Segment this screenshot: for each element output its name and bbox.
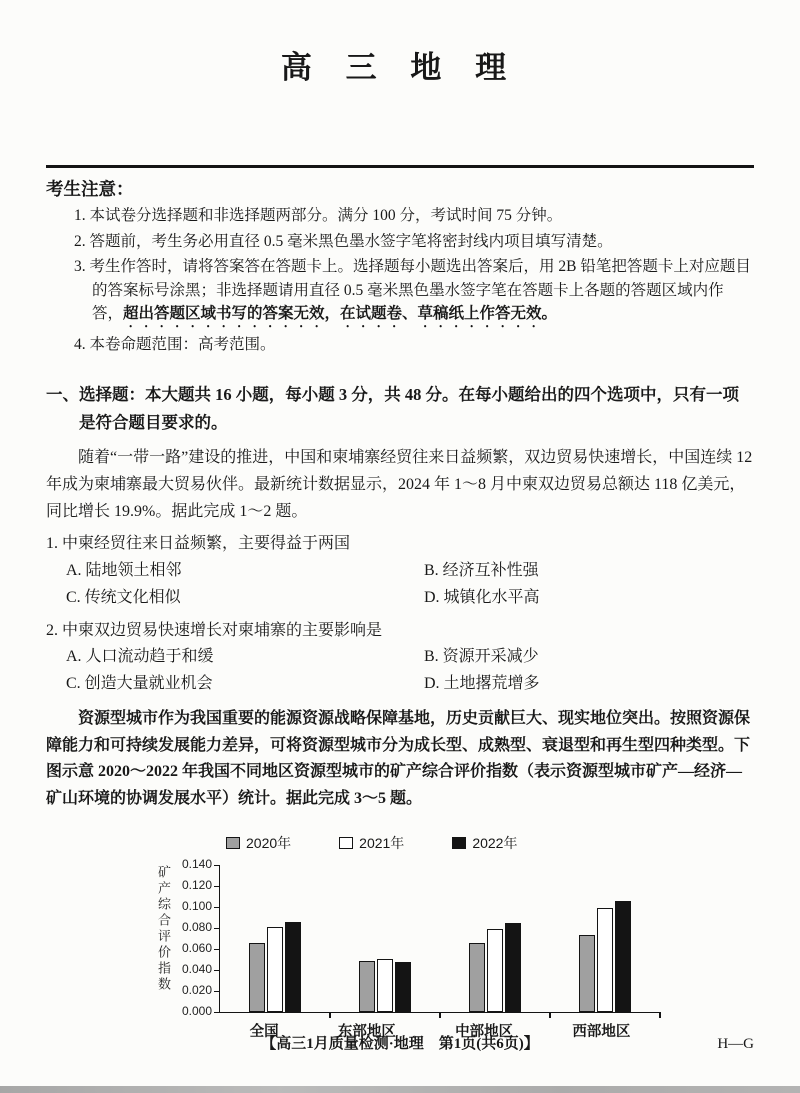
notice-item-2: 2. 答题前，考生务必用直径 0.5 毫米黑色墨水签字笔将密封线内项目填写清楚。: [74, 232, 613, 250]
bar-2022年-中部地区: [505, 923, 521, 1012]
notice-section: [46, 165, 754, 357]
question-2-stem: 2. 中柬双边贸易快速增长对柬埔寨的主要影响是: [46, 621, 383, 639]
legend-label: 2022年: [472, 835, 518, 852]
question-2-option-b: B. 资源开采减少: [424, 647, 539, 665]
y-tick-label: 0.100: [181, 899, 212, 914]
y-tick-label: 0.060: [181, 941, 212, 956]
y-tick-label: 0.120: [181, 878, 212, 893]
y-tick-label: 0.000: [181, 1004, 212, 1019]
y-tick-mark: [214, 1012, 220, 1014]
x-category-label: 东部地区: [337, 1024, 396, 1041]
y-tick-label: 0.040: [181, 962, 212, 977]
footer-page-info: 【高三1月质量检测·地理 第1页(共6页)】: [261, 1036, 539, 1052]
chart-legend: [226, 833, 674, 853]
x-tick-mark: [549, 1012, 551, 1018]
question-1-option-d: D. 城镇化水平高: [424, 588, 540, 606]
question-1-options-row-1: [46, 558, 754, 585]
page-title: 高 三 地 理: [280, 50, 520, 85]
chart-y-axis-label: 矿产综合评价指数: [156, 865, 171, 994]
y-tick-mark: [214, 865, 220, 867]
question-1-stem: 1. 中柬经贸往来日益频繁，主要得益于两国: [46, 535, 351, 553]
question-1-option-a: A. 陆地领土相邻: [66, 561, 182, 579]
y-tick-label: 0.140: [181, 857, 212, 872]
bar-2021年-全国: [267, 927, 283, 1012]
passage-2: 资源型城市作为我国重要的能源资源战略保障基地，历史贡献巨大、现实地位突出。按照资源保障能力和可持续发展能力差异，可将资源型城市分为成长型、成熟型、衰退型和再生型四种类型。下图示意 2020～2022 年我国不同地区资源型城市的矿产综合评价指数（表示资源型城市矿产—经济—矿山环境的协调发展水平）统计。据此完成 3～5 题。: [46, 709, 751, 808]
legend-item-2021年: [339, 833, 404, 853]
question-1-option-b: B. 经济互补性强: [424, 561, 539, 579]
chart-plot: [219, 865, 660, 1041]
bar-2021年-西部地区: [597, 908, 613, 1012]
bar-2020年-全国: [249, 943, 265, 1012]
section-heading: 一、选择题：本大题共 16 小题，每小题 3 分，共 48 分。在每小题给出的四个选项中，只有一项是符合题目要求的。: [46, 384, 739, 432]
chart-y-ticks: [173, 857, 219, 1019]
x-tick-mark: [659, 1012, 661, 1018]
question-1-option-c: C. 传统文化相似: [66, 588, 181, 606]
notice-item-1: 1. 本试卷分选择题和非选择题两部分。满分 100 分，考试时间 75 分钟。: [74, 207, 563, 224]
x-category-label: 全国: [249, 1024, 279, 1041]
x-category-label: 西部地区: [572, 1024, 631, 1041]
notice-item-3-text: 3. 考生作答时，请将答案答在答题卡上。选择题每小题选出答案后，用 2B 铅笔把答题卡上对应题目的答案标号涂黑；非选择题请用直径 0.5 毫米黑色墨水签字笔在答题卡上各题的答题区域内作答，: [74, 258, 751, 323]
bar-group-中部地区: [469, 923, 521, 1012]
legend-label: 2021年: [359, 835, 405, 852]
bar-2022年-东部地区: [395, 962, 411, 1012]
legend-label: 2020年: [246, 835, 292, 852]
bar-2021年-东部地区: [377, 959, 393, 1013]
bar-2022年-全国: [285, 922, 301, 1012]
bar-2020年-西部地区: [579, 935, 595, 1013]
legend-swatch: [339, 837, 353, 849]
bar-group-西部地区: [579, 901, 631, 1012]
question-2-options-row-1: [46, 644, 754, 671]
footer-code: H—G: [717, 1036, 754, 1052]
y-tick-mark: [214, 907, 220, 909]
x-tick-mark: [439, 1012, 441, 1018]
chart: [154, 833, 674, 1041]
chart-body: [154, 857, 674, 1041]
question-2: [46, 618, 754, 698]
legend-item-2022年: [452, 833, 517, 853]
y-tick-mark: [214, 970, 220, 972]
notice-item-3: [46, 255, 754, 331]
question-2-option-c: C. 创造大量就业机会: [66, 674, 213, 692]
legend-swatch: [226, 837, 240, 849]
question-2-option-d: D. 土地撂荒增多: [424, 674, 540, 692]
x-category-label: 中部地区: [455, 1024, 514, 1041]
notice-item-3-emphasis: 超出答题区域书写的答案无效，在试题卷、草稿纸上作答无效。: [123, 305, 558, 323]
y-tick-label: 0.080: [181, 920, 212, 935]
bar-2020年-中部地区: [469, 943, 485, 1012]
legend-swatch: [452, 837, 466, 849]
bar-2022年-西部地区: [615, 901, 631, 1012]
notice-item-4: 4. 本卷命题范围：高考范围。: [74, 336, 276, 354]
question-2-option-a: A. 人口流动趋于和缓: [66, 647, 214, 665]
scan-edge-artifact: [0, 1086, 800, 1093]
notice-title: 考生注意：: [46, 179, 134, 199]
passage-1: 随着“一带一路”建设的推进，中国和柬埔寨经贸往来日益频繁，双边贸易快速增长，中国连续 12 年成为柬埔寨最大贸易伙伴。最新统计数据显示，2024 年 1～8 月中柬双边贸易总额达 118 亿美元，同比增长 19.9%。据此完成 1～2 题。: [46, 448, 753, 520]
bar-2020年-东部地区: [359, 961, 375, 1012]
y-tick-mark: [214, 928, 220, 930]
question-2-options-row-2: [46, 671, 754, 698]
y-tick-mark: [214, 949, 220, 951]
question-1-options-row-2: [46, 585, 754, 612]
y-tick-mark: [214, 886, 220, 888]
bar-group-东部地区: [359, 959, 411, 1013]
y-tick-mark: [214, 991, 220, 993]
bar-2021年-中部地区: [487, 929, 503, 1012]
x-tick-mark: [329, 1012, 331, 1018]
bar-group-全国: [249, 922, 301, 1012]
y-tick-label: 0.020: [181, 983, 212, 998]
question-1: [46, 531, 754, 611]
legend-item-2020年: [226, 833, 291, 853]
